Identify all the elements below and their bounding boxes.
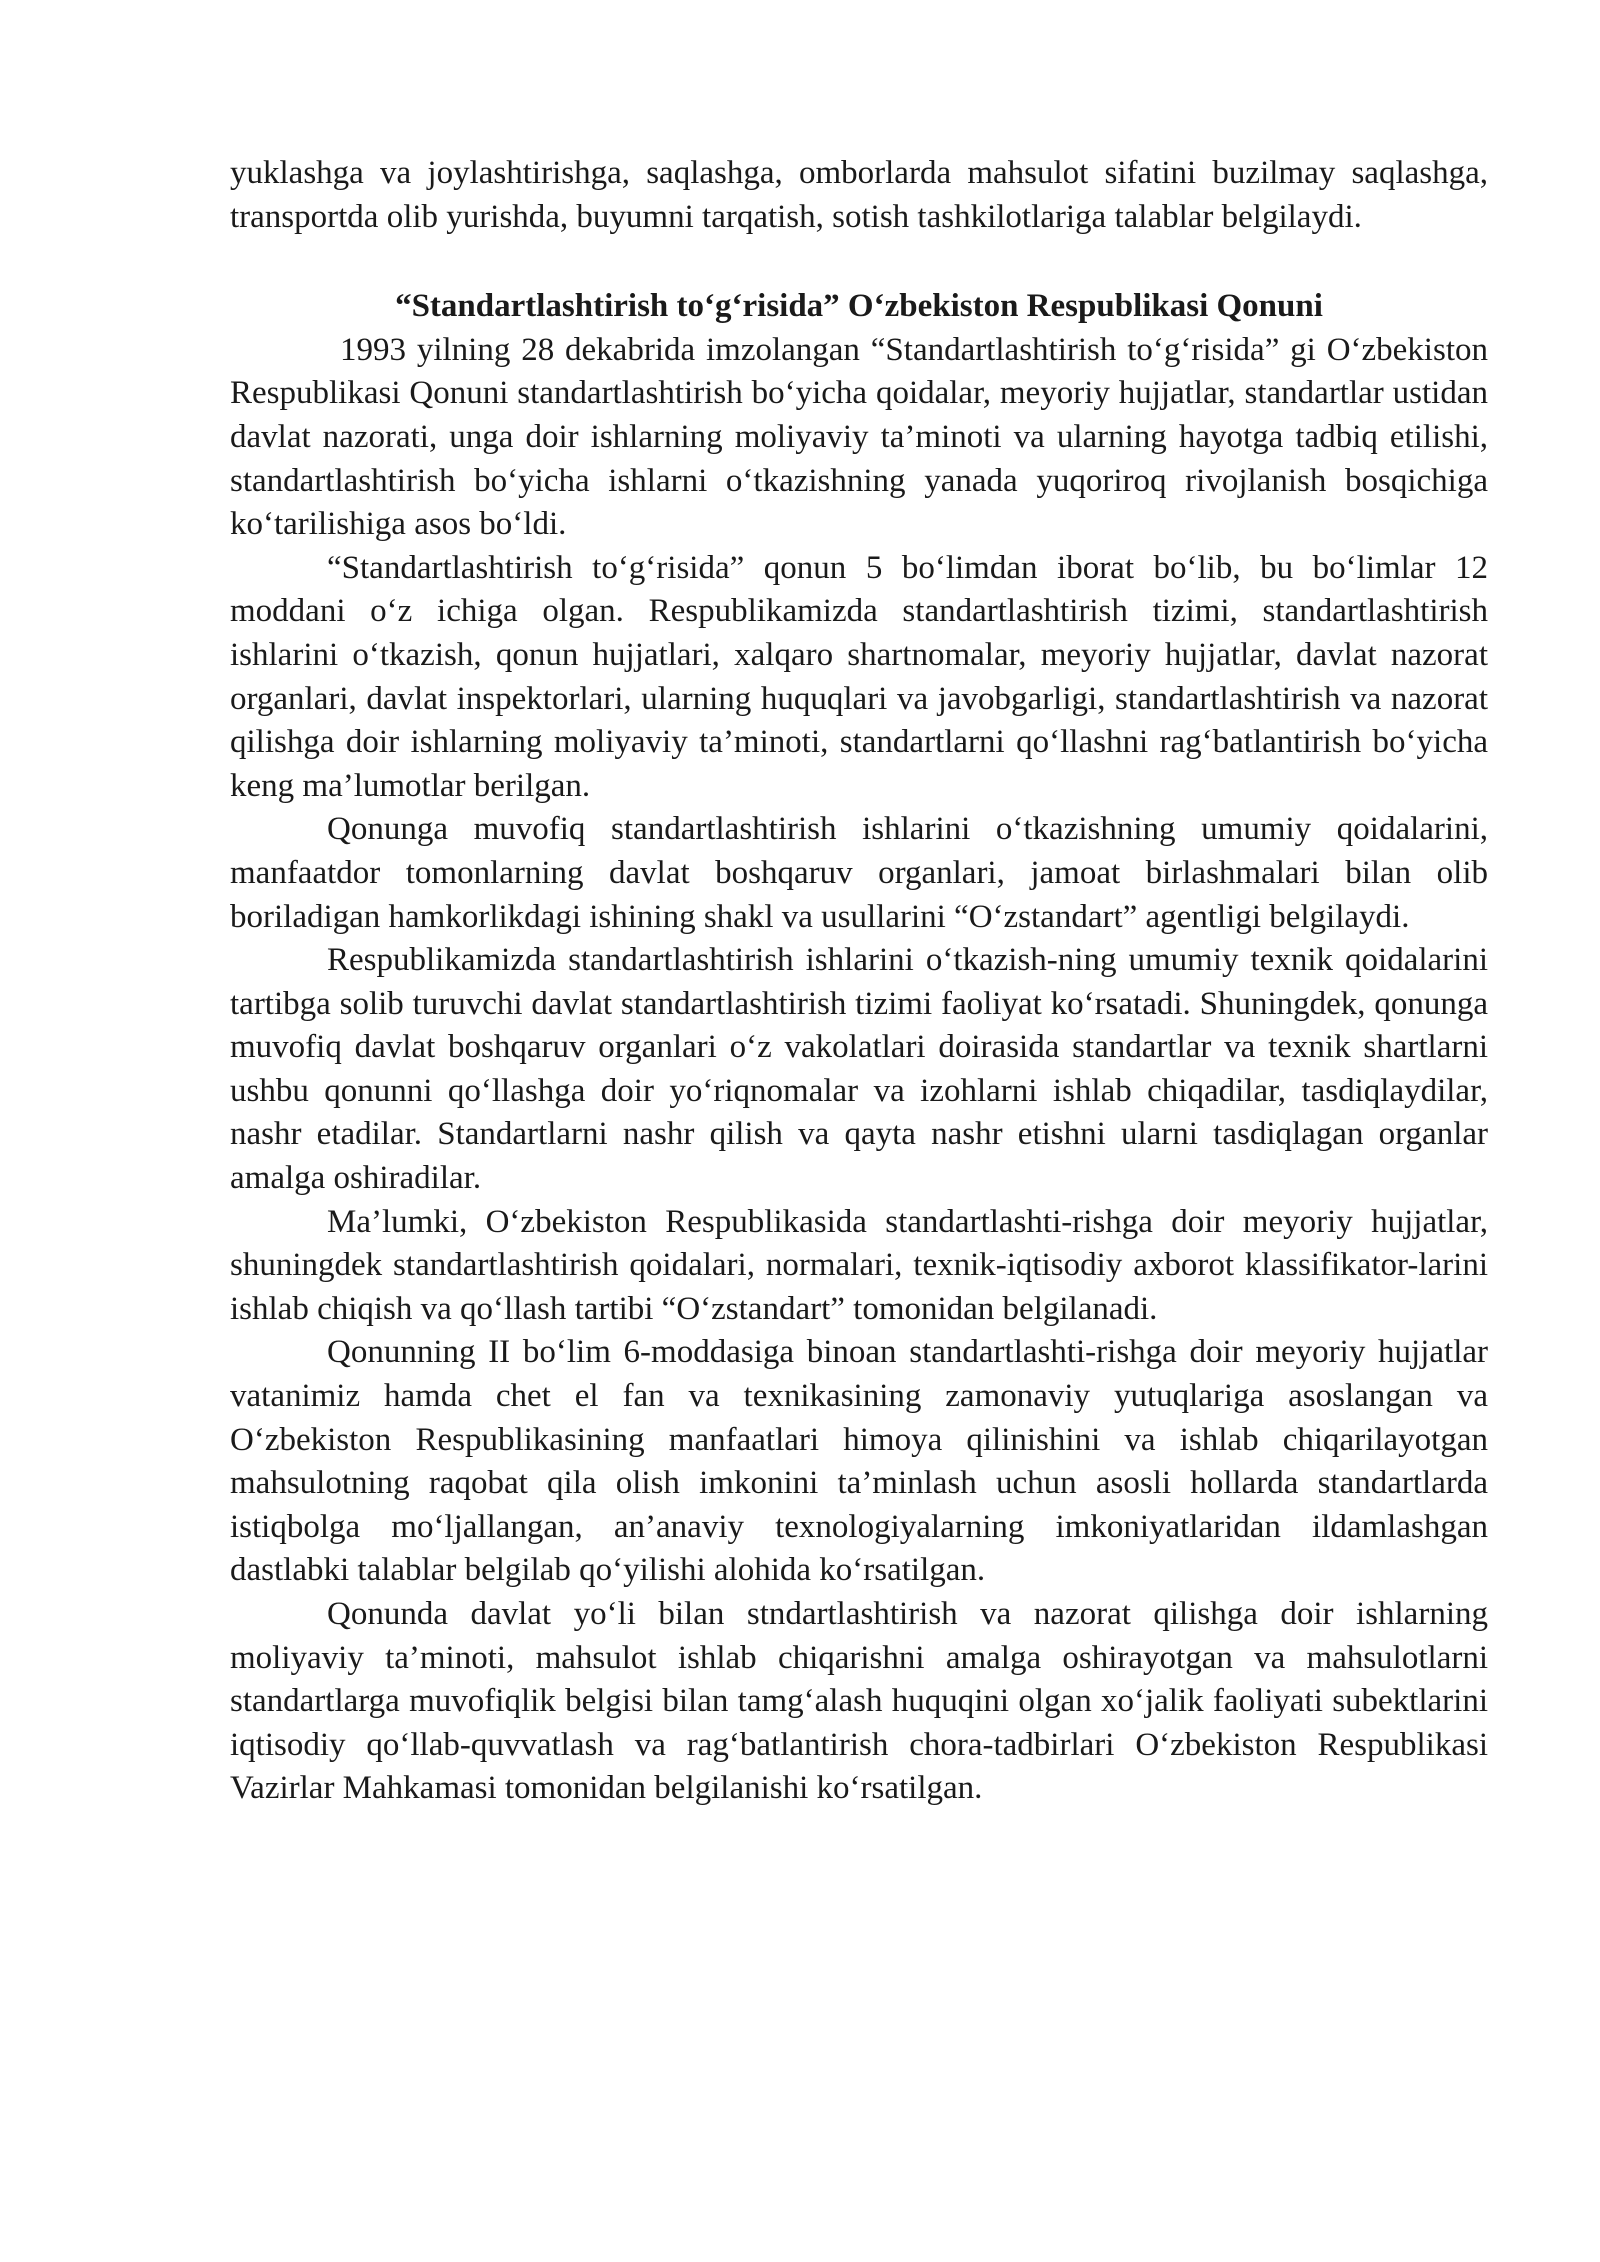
body-paragraph: Ma’lumki, O‘zbekiston Respublikasida standartlashti-rishga doir meyoriy hujjatlar, shuningdek standartlashtirish qoidalari, normalari, texnik-iqtisodiy axborot klassifikator-larini ishlab chiqish va qo‘llash tartibi “O‘zstandart” tomonidan belgilanadi. (230, 1203, 1488, 1327)
body-paragraph: Qonunda davlat yo‘li bilan stndartlashtirish va nazorat qilishga doir ishlarning moliyaviy ta’minoti, mahsulot ishlab chiqarishni amalga oshirayotgan va mahsulotlarni standartlarga muvofiqlik belgisi bilan tamg‘alash huquqini olgan xo‘jalik faoliyati subektlarini iqtisodiy qo‘llab-quvvatlash va rag‘batlantirish chora-tadbirlari O‘zbekiston Respublikasi Vazirlar Mahkamasi tomonidan belgilanishi ko‘rsatilgan. (230, 1596, 1488, 1807)
body-paragraph: Qonunga muvofiq standartlashtirish ishlarini o‘tkazishning umumiy qoidalarini, manfaatdor tomonlarning davlat boshqaruv organlari, jamoat birlashmalari bilan olib boriladigan hamkorlikdagi ishining shakl va usullarini “O‘zstandart” agentligi belgilaydi. (230, 811, 1488, 935)
intro-paragraph: yuklashga va joylashtirishga, saqlashga, omborlarda mahsulot sifatini buzilmay saqlashga, transportda olib yurishda, buyumni tarqatish, sotish tashkilotlariga talablar belgilaydi. (230, 155, 1488, 235)
document-page (230, 152, 1488, 1811)
section-heading: “Standartlashtirish to‘g‘risida” O‘zbekiston Respublikasi Qonuni (395, 288, 1323, 325)
body-paragraph: Qonunning II bo‘lim 6-moddasiga binoan standartlashti-rishga doir meyoriy hujjatlar vatanimiz hamda chet el fan va texnikasining zamonaviy yutuqlariga asoslangan va O‘zbekiston Respublikasining manfaatlari himoya qilinishini va ishlab chiqarilayotgan mahsulotning raqobat qila olish imkonini ta’minlash uchun asosli hollarda standartlarda istiqbolga mo‘ljallangan, an’anaviy texnologiyalarning imkoniyatlaridan ildamlashgan dastlabki talablar belgilab qo‘yilishi alohida ko‘rsatilgan. (230, 1334, 1488, 1589)
body-paragraph: Respublikamizda standartlashtirish ishlarini o‘tkazish-ning umumiy texnik qoidalarini tartibga solib turuvchi davlat standartlashtirish tizimi faoliyat ko‘rsatadi. Shuningdek, qonunga muvofiq davlat boshqaruv organlari o‘z vakolatlari doirasida standartlar va texnik shartlarni ushbu qonunni qo‘llashga doir yo‘riqnomalar va izohlarni ishlab chiqadilar, tasdiqlaydilar, nashr etadilar. Standartlarni nashr qilish va qayta nashr etishni ularni tasdiqlagan organlar amalga oshiradilar. (230, 942, 1488, 1197)
body-paragraph: “Standartlashtirish to‘g‘risida” qonun 5 bo‘limdan iborat bo‘lib, bu bo‘limlar 12 moddani o‘z ichiga olgan. Respublikamizda standartlashtirish tizimi, standartlashtirish ishlarini o‘tkazish, qonun hujjatlari, xalqaro shartnomalar, meyoriy hujjatlar, davlat nazorat organlari, davlat inspektorlari, ularning huquqlari va javobgarligi, standartlashtirish va nazorat qilishga doir ishlarning moliyaviy ta’minoti, standartlarni qo‘llashni rag‘batlantirish bo‘yicha keng ma’lumotlar berilgan. (230, 549, 1488, 804)
body-paragraph: 1993 yilning 28 dekabrida imzolangan “Standartlashtirish to‘g‘risida” gi O‘zbekiston Respublikasi Qonuni standartlashtirish bo‘yicha qoidalar, meyoriy hujjatlar, standartlar ustidan davlat nazorati, unga doir ishlarning moliyaviy ta’minoti va ularning hayotga tadbiq etilishi, standartlashtirish bo‘yicha ishlarni o‘tkazishning yanada yuqoriroq rivojlanish bosqichiga ko‘tarilishiga asos bo‘ldi. (230, 331, 1488, 543)
